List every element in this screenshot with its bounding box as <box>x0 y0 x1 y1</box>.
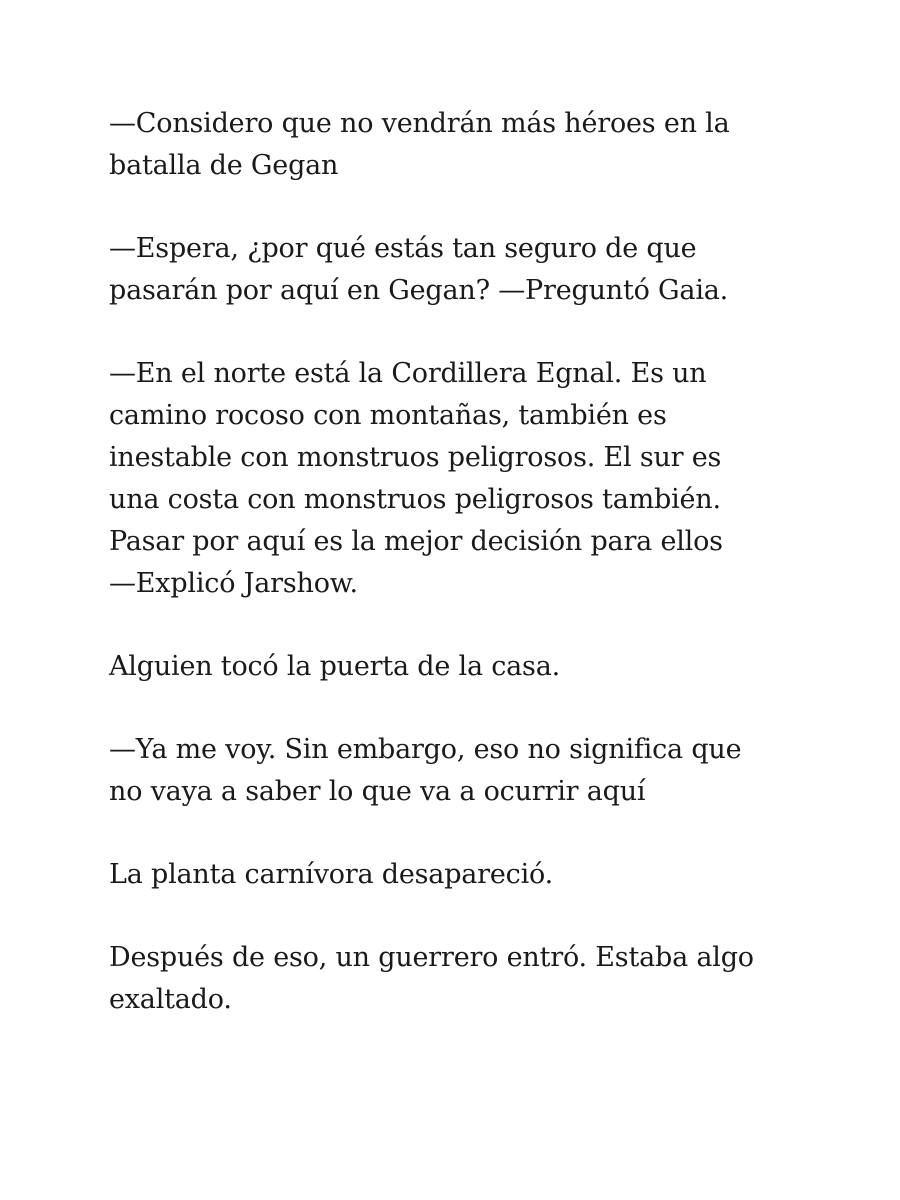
paragraph-5 <box>109 729 789 813</box>
text-line: Pasar por aquí es la mejor decisión para ellos <box>109 526 723 557</box>
story-text <box>109 103 789 1062</box>
paragraph-6 <box>109 854 789 896</box>
text-line: no vaya a saber lo que va a ocurrir aquí <box>109 776 646 807</box>
paragraph-7 <box>109 937 789 1021</box>
text-line: exaltado. <box>109 984 232 1015</box>
text-line: una costa con monstruos peligrosos también. <box>109 484 721 515</box>
text-line: —Considero que no vendrán más héroes en la <box>109 108 730 139</box>
text-line: inestable con monstruos peligrosos. El sur es <box>109 442 722 473</box>
paragraph-2 <box>109 228 789 312</box>
text-line: —Ya me voy. Sin embargo, eso no significa que <box>109 734 742 765</box>
text-line: camino rocoso con montañas, también es <box>109 400 667 431</box>
text-line: —En el norte está la Cordillera Egnal. Es un <box>109 358 707 389</box>
paragraph-3 <box>109 353 789 605</box>
paragraph-1 <box>109 103 789 187</box>
text-line: La planta carnívora desapareció. <box>109 859 553 890</box>
text-line: —Explicó Jarshow. <box>109 568 358 599</box>
text-line: —Espera, ¿por qué estás tan seguro de que <box>109 233 697 264</box>
text-line: Alguien tocó la puerta de la casa. <box>109 651 560 682</box>
text-line: Después de eso, un guerrero entró. Estaba algo <box>109 942 754 973</box>
paragraph-4 <box>109 646 789 688</box>
text-line: batalla de Gegan <box>109 150 339 181</box>
text-line: pasarán por aquí en Gegan? —Preguntó Gaia. <box>109 275 729 306</box>
